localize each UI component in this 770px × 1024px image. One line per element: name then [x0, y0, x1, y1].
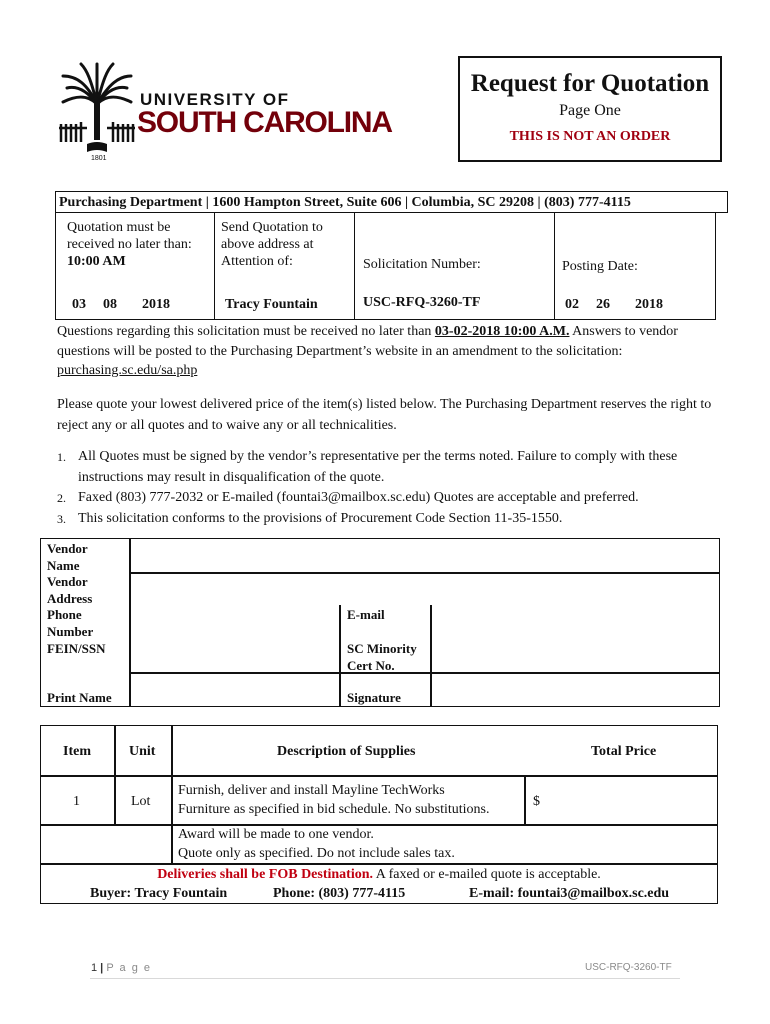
print-name-field[interactable] [133, 676, 337, 704]
instruction-item: 3. This solicitation conforms to the provisions of Procurement Code Section 11-35-1550. [57, 510, 563, 526]
university-logo [57, 62, 397, 162]
posting-year: 2018 [635, 297, 663, 312]
instruction-item: 1. All Quotes must be signed by the vendor’s representative per the terms noted. Failure to comply with these instructions may result in disqualification of the quote. [57, 449, 678, 485]
solicitation-cell [354, 213, 554, 320]
logo-south-carolina: SOUTH CAROLINA [137, 106, 392, 139]
unit-header: Unit [129, 744, 156, 759]
vendor-name-field[interactable] [133, 542, 715, 570]
posting-month: 02 [565, 297, 579, 312]
delivery-terms: Deliveries shall be FOB Destination. [157, 867, 374, 882]
page-label: Page One [559, 102, 621, 119]
item-total-price[interactable]: $ [533, 794, 540, 809]
send-label-line3: Attention of: [221, 254, 293, 269]
deadline-time: 10:00 AM [67, 254, 126, 269]
email-label: E-mail [347, 607, 385, 622]
total-price-header: Total Price [591, 744, 657, 759]
sc-minority-field[interactable] [434, 641, 716, 669]
items-table [40, 725, 718, 904]
palmetto-tree-icon [57, 62, 137, 162]
logo-year: 1801 [91, 155, 107, 162]
fein-ssn-label: FEIN/SSN [47, 641, 106, 656]
page-number: 1 | P a g e [91, 962, 152, 974]
footer-document-id: USC-RFQ-3260-TF [585, 962, 672, 973]
questions-text-pre: Questions regarding this solicitation must be received no later than [57, 324, 435, 339]
posting-day: 26 [596, 297, 610, 312]
sc-minority-label: SC Minority Cert No. [347, 641, 417, 673]
item-description: Furnish, deliver and install Mayline TechWorks Furniture as specified in bid schedule. No substitutions. [178, 783, 490, 817]
phone-number-label: Phone Number [47, 607, 94, 639]
quotation-info-table [55, 213, 716, 320]
deadline-date [72, 297, 170, 313]
department-address-bar: Purchasing Department | 1600 Hampton Street, Suite 606 | Columbia, SC 29208 | (803) 777-4115 [55, 191, 728, 213]
deadline-month: 03 [72, 297, 86, 312]
logo-university-of: UNIVERSITY OF [140, 90, 290, 109]
posting-label: Posting Date: [562, 259, 638, 274]
deadline-year: 2018 [142, 297, 170, 312]
item-header: Item [63, 744, 91, 759]
instructions-list [57, 447, 717, 529]
vendor-info-table [40, 538, 720, 707]
print-name-label: Print Name [47, 690, 112, 705]
footer-divider [90, 978, 680, 979]
item-number: 1 [73, 794, 80, 809]
vendor-address-label: Vendor Address [47, 574, 93, 606]
signature-label: Signature [347, 690, 401, 705]
quotation-deadline-cell [56, 213, 214, 320]
solicitation-label: Solicitation Number: [363, 257, 481, 272]
document-title: Request for Quotation [470, 70, 710, 97]
email-field[interactable] [434, 608, 716, 636]
award-note: Award will be made to one vendor. Quote only as specified. Do not include sales tax. [178, 827, 455, 861]
deadline-day: 08 [103, 297, 117, 312]
questions-paragraph [57, 322, 717, 381]
vendor-address-field[interactable] [133, 576, 715, 604]
item-unit: Lot [131, 794, 151, 809]
posting-date [565, 297, 663, 313]
send-label-line2: above address at [221, 237, 314, 252]
not-an-order-notice: THIS IS NOT AN ORDER [509, 129, 671, 144]
intro-paragraph: Please quote your lowest delivered price of the item(s) listed below. The Purchasing Department reserves the right to reject any or all quotes and to waive any or all technicalities. [57, 397, 712, 433]
posting-date-cell [554, 213, 717, 320]
questions-deadline: 03-02-2018 10:00 A.M. [434, 324, 570, 339]
deadline-label-line2: received no later than: [67, 237, 192, 252]
delivery-note [41, 865, 717, 884]
send-to-name: Tracy Fountain [225, 297, 318, 312]
buyer-email: E-mail: fountai3@mailbox.sc.edu [469, 886, 670, 901]
signature-field[interactable] [434, 676, 716, 704]
description-header: Description of Supplies [277, 744, 416, 759]
fein-ssn-field[interactable] [133, 641, 337, 669]
send-to-cell [214, 213, 354, 320]
solicitation-number: USC-RFQ-3260-TF [363, 295, 481, 310]
delivery-fax-note: A faxed or e-mailed quote is acceptable. [373, 867, 601, 882]
questions-text-post: Answers to vendor questions will be posted to the Purchasing Department’s website in an amendment to the solicitation: [57, 324, 678, 359]
buyer-phone: Phone: (803) 777-4115 [273, 886, 406, 901]
phone-number-field[interactable] [133, 608, 337, 636]
title-box [458, 56, 722, 162]
send-label-line1: Send Quotation to [221, 220, 323, 235]
deadline-label-line1: Quotation must be [67, 220, 171, 235]
purchasing-website-link[interactable]: purchasing.sc.edu/sa.php [57, 363, 198, 378]
instruction-item: 2. Faxed (803) 777-2032 or E-mailed (fountai3@mailbox.sc.edu) Quotes are acceptable and preferred. [57, 490, 639, 505]
buyer-name: Buyer: Tracy Fountain [90, 886, 228, 901]
vendor-name-label: Vendor Name [47, 541, 88, 573]
